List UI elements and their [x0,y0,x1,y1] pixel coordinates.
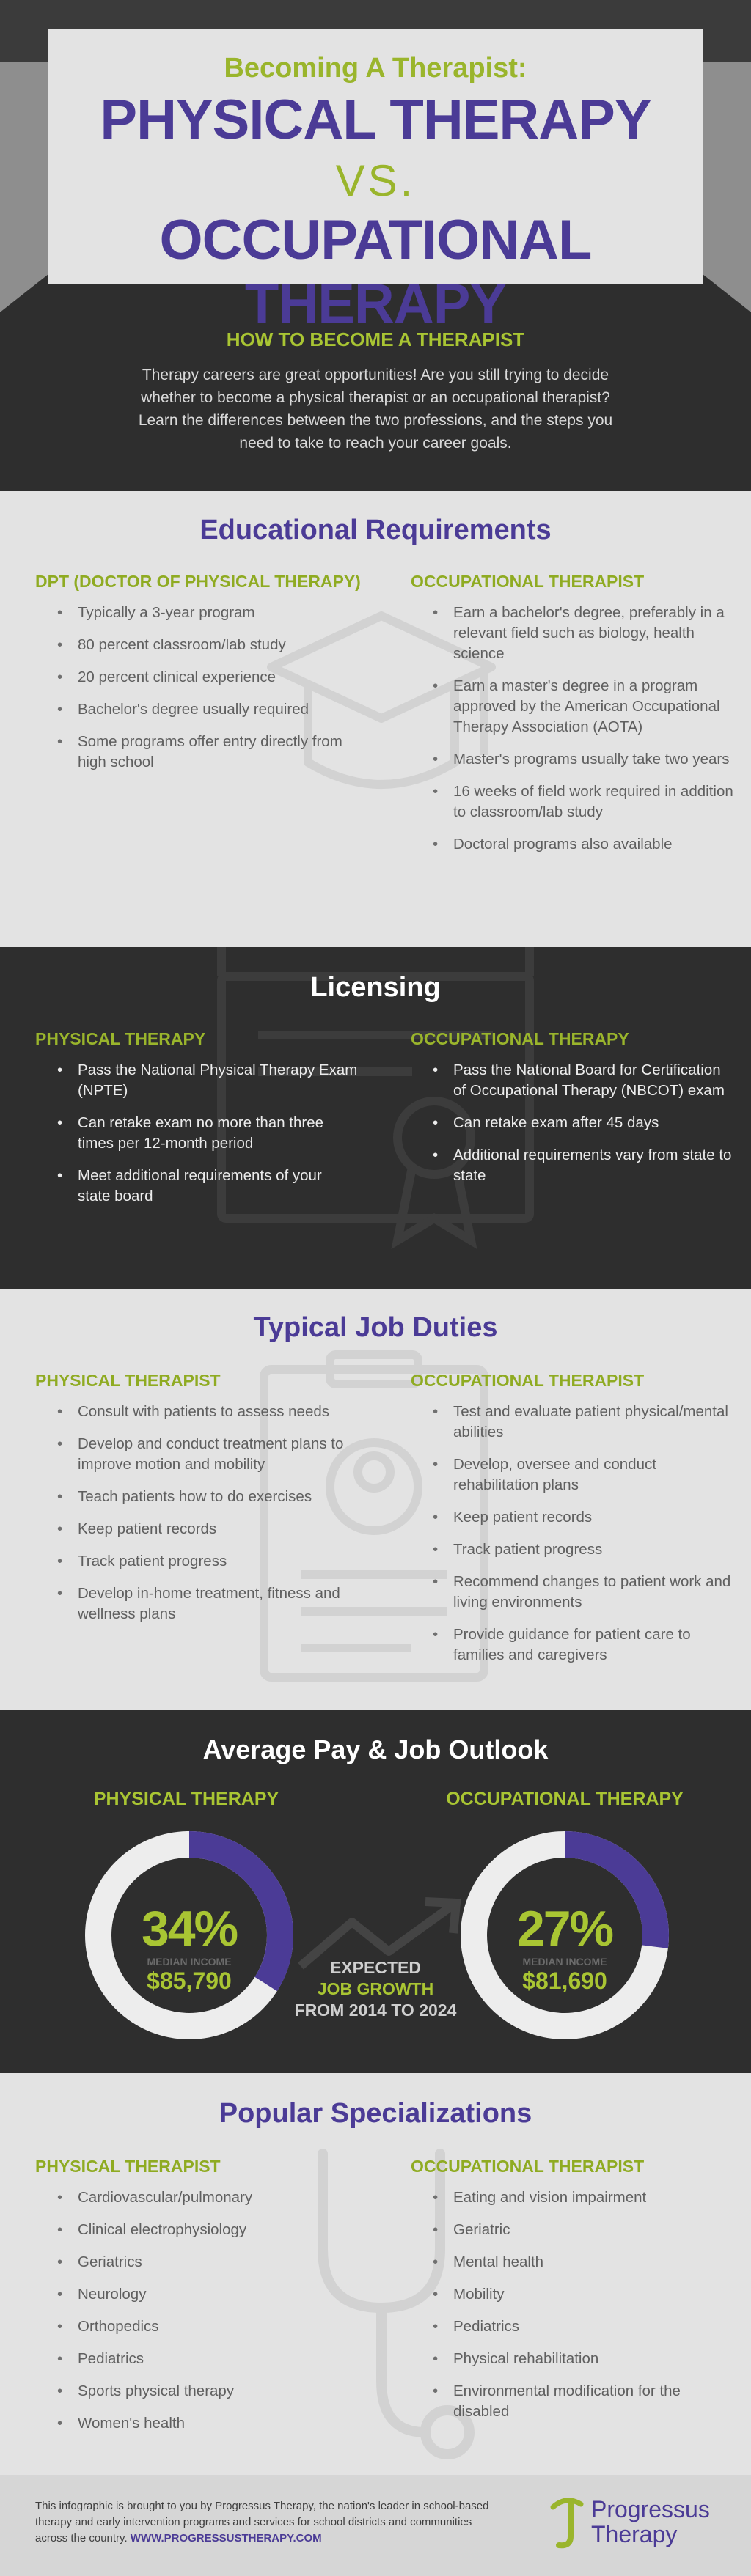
pt-growth-percent: 34% [141,1901,238,1957]
list-item: • 20 percent clinical experience [35,667,358,688]
pay-title: Average Pay & Job Outlook [202,1734,549,1764]
list-item: • Geriatrics [35,2252,358,2273]
footer-text-block [35,2498,505,2547]
list-item: • Additional requirements vary from state to state [411,1145,733,1186]
growth-line-1: EXPECTED [330,1958,421,1977]
list-item: • Some programs offer entry directly from high school [35,732,358,773]
list-item: • Earn a master's degree in a program approved by the American Occupational Therapy Association (AOTA) [411,676,733,737]
logo-line-2: Therapy [591,2521,678,2547]
list-item: • Sports physical therapy [35,2381,358,2402]
progressus-logo-icon [549,2494,590,2551]
pt-median-income: $85,790 [147,1968,232,1994]
list-item: • Test and evaluate patient physical/mental abilities [411,1402,733,1443]
list-item: • Typically a 3-year program [35,603,358,623]
duties-title: Typical Job Duties [253,1312,498,1343]
education-right-list [411,603,733,866]
licensing-left-heading: PHYSICAL THERAPY [35,1029,206,1048]
header-section [0,0,751,491]
list-item: • Clinical electrophysiology [35,2220,358,2240]
growth-line-3: FROM 2014 TO 2024 [294,2001,457,2020]
list-item: • Environmental modification for the disabled [411,2381,733,2422]
footer-text: This infographic is brought to you by Progressus Therapy, the nation's leader in school-based therapy and early intervention programs and services for school districts and communities across the country. [35,2500,489,2544]
pay-section [0,1710,751,2073]
education-title: Educational Requirements [199,515,552,545]
list-item: • Track patient progress [35,1551,358,1572]
education-right-heading: OCCUPATIONAL THERAPIST [411,572,645,591]
spec-right-heading: OCCUPATIONAL THERAPIST [411,2157,645,2176]
list-item: • Cardiovascular/pulmonary [35,2187,358,2208]
title-occupational-therapy: OCCUPATIONAL THERAPY [159,209,592,335]
list-item: • Physical rehabilitation [411,2349,733,2369]
list-item: • Women's health [35,2413,358,2434]
list-item: • Eating and vision impairment [411,2187,733,2208]
ot-growth-donut [455,1825,675,2045]
list-item: • Teach patients how to do exercises [35,1487,358,1507]
education-left-list [35,603,358,784]
specializations-section [0,2073,751,2475]
list-item: • Track patient progress [411,1539,733,1560]
header-subtitle: Becoming A Therapist: [224,53,527,84]
list-item: • Pass the National Board for Certification of Occupational Therapy (NBCOT) exam [411,1060,733,1101]
list-item: • Keep patient records [35,1519,358,1539]
list-item: • Earn a bachelor's degree, preferably in a relevant field such as biology, health science [411,603,733,664]
pay-left-heading: PHYSICAL THERAPY [93,1789,279,1809]
list-item: • Neurology [35,2284,358,2305]
title-vs: VS. [335,156,416,205]
duties-left-list [35,1402,358,1636]
pt-growth-donut [79,1825,299,2045]
list-item: • Orthopedics [35,2316,358,2337]
list-item: • 80 percent classroom/lab study [35,635,358,655]
specializations-title: Popular Specializations [219,2098,532,2129]
licensing-title: Licensing [310,972,441,1003]
title-physical-therapy: PHYSICAL THERAPY [100,89,651,151]
list-item: • Recommend changes to patient work and living environments [411,1572,733,1613]
education-section [0,491,751,947]
duties-right-heading: OCCUPATIONAL THERAPIST [411,1371,645,1390]
licensing-right-heading: OCCUPATIONAL THERAPY [411,1029,629,1048]
job-growth-caption [273,1957,478,2021]
ribbon-fold-right [703,274,751,312]
pay-right-heading: OCCUPATIONAL THERAPY [446,1789,684,1809]
list-item: • Doctoral programs also available [411,834,733,855]
list-item: • Pediatrics [35,2349,358,2369]
list-item: • Pass the National Physical Therapy Exam (NPTE) [35,1060,358,1101]
list-item: • Keep patient records [411,1507,733,1528]
list-item: • Geriatric [411,2220,733,2240]
ot-income-label: MEDIAN INCOME [522,1956,607,1968]
list-item: • Can retake exam no more than three times per 12-month period [35,1113,358,1154]
list-item: • Bachelor's degree usually required [35,699,358,720]
ribbon-fold-left [0,274,48,312]
duties-section [0,1289,751,1710]
ot-growth-percent: 27% [516,1901,613,1957]
licensing-section [0,947,751,1289]
duties-right-list [411,1402,733,1677]
spec-right-list [411,2187,733,2434]
growth-line-2: JOB GROWTH [317,1979,434,1998]
list-item: • Develop in-home treatment, fitness and wellness plans [35,1583,358,1624]
education-left-heading: DPT (DOCTOR OF PHYSICAL THERAPY) [35,572,361,591]
title-box [48,29,703,335]
logo-line-1: Progressus [591,2496,710,2522]
list-item: • Consult with patients to assess needs [35,1402,358,1422]
duties-left-heading: PHYSICAL THERAPIST [35,1371,221,1390]
list-item: • Pediatrics [411,2316,733,2337]
list-item: • 16 weeks of field work required in addition to classroom/lab study [411,781,733,823]
footer-website-link[interactable]: WWW.PROGRESSUSTHERAPY.COM [130,2532,322,2544]
licensing-left-list [35,1060,358,1218]
list-item: • Meet additional requirements of your state board [35,1166,358,1207]
list-item: • Develop and conduct treatment plans to improve motion and mobility [35,1434,358,1475]
ribbon-left [0,62,48,274]
how-to-title: HOW TO BECOME A THERAPIST [226,328,525,350]
list-item: • Mental health [411,2252,733,2273]
progressus-logo-text [591,2497,710,2547]
pt-income-label: MEDIAN INCOME [147,1956,232,1968]
list-item: • Provide guidance for patient care to families and caregivers [411,1624,733,1666]
list-item: • Master's programs usually take two years [411,749,733,770]
how-to-text: Therapy careers are great opportunities! Are you still trying to decide whether to become a physical therapist or an occupational therapist? Learn the differences between the two professions, and the steps you need to take to reach your career goals. [138,367,613,452]
spec-left-list [35,2187,358,2446]
ot-median-income: $81,690 [522,1968,607,1994]
list-item: • Mobility [411,2284,733,2305]
ribbon-right [703,62,751,274]
spec-left-heading: PHYSICAL THERAPIST [35,2157,221,2176]
licensing-right-list [411,1060,733,1198]
list-item: • Develop, oversee and conduct rehabilitation plans [411,1454,733,1495]
list-item: • Can retake exam after 45 days [411,1113,733,1133]
footer-section [0,2475,751,2576]
